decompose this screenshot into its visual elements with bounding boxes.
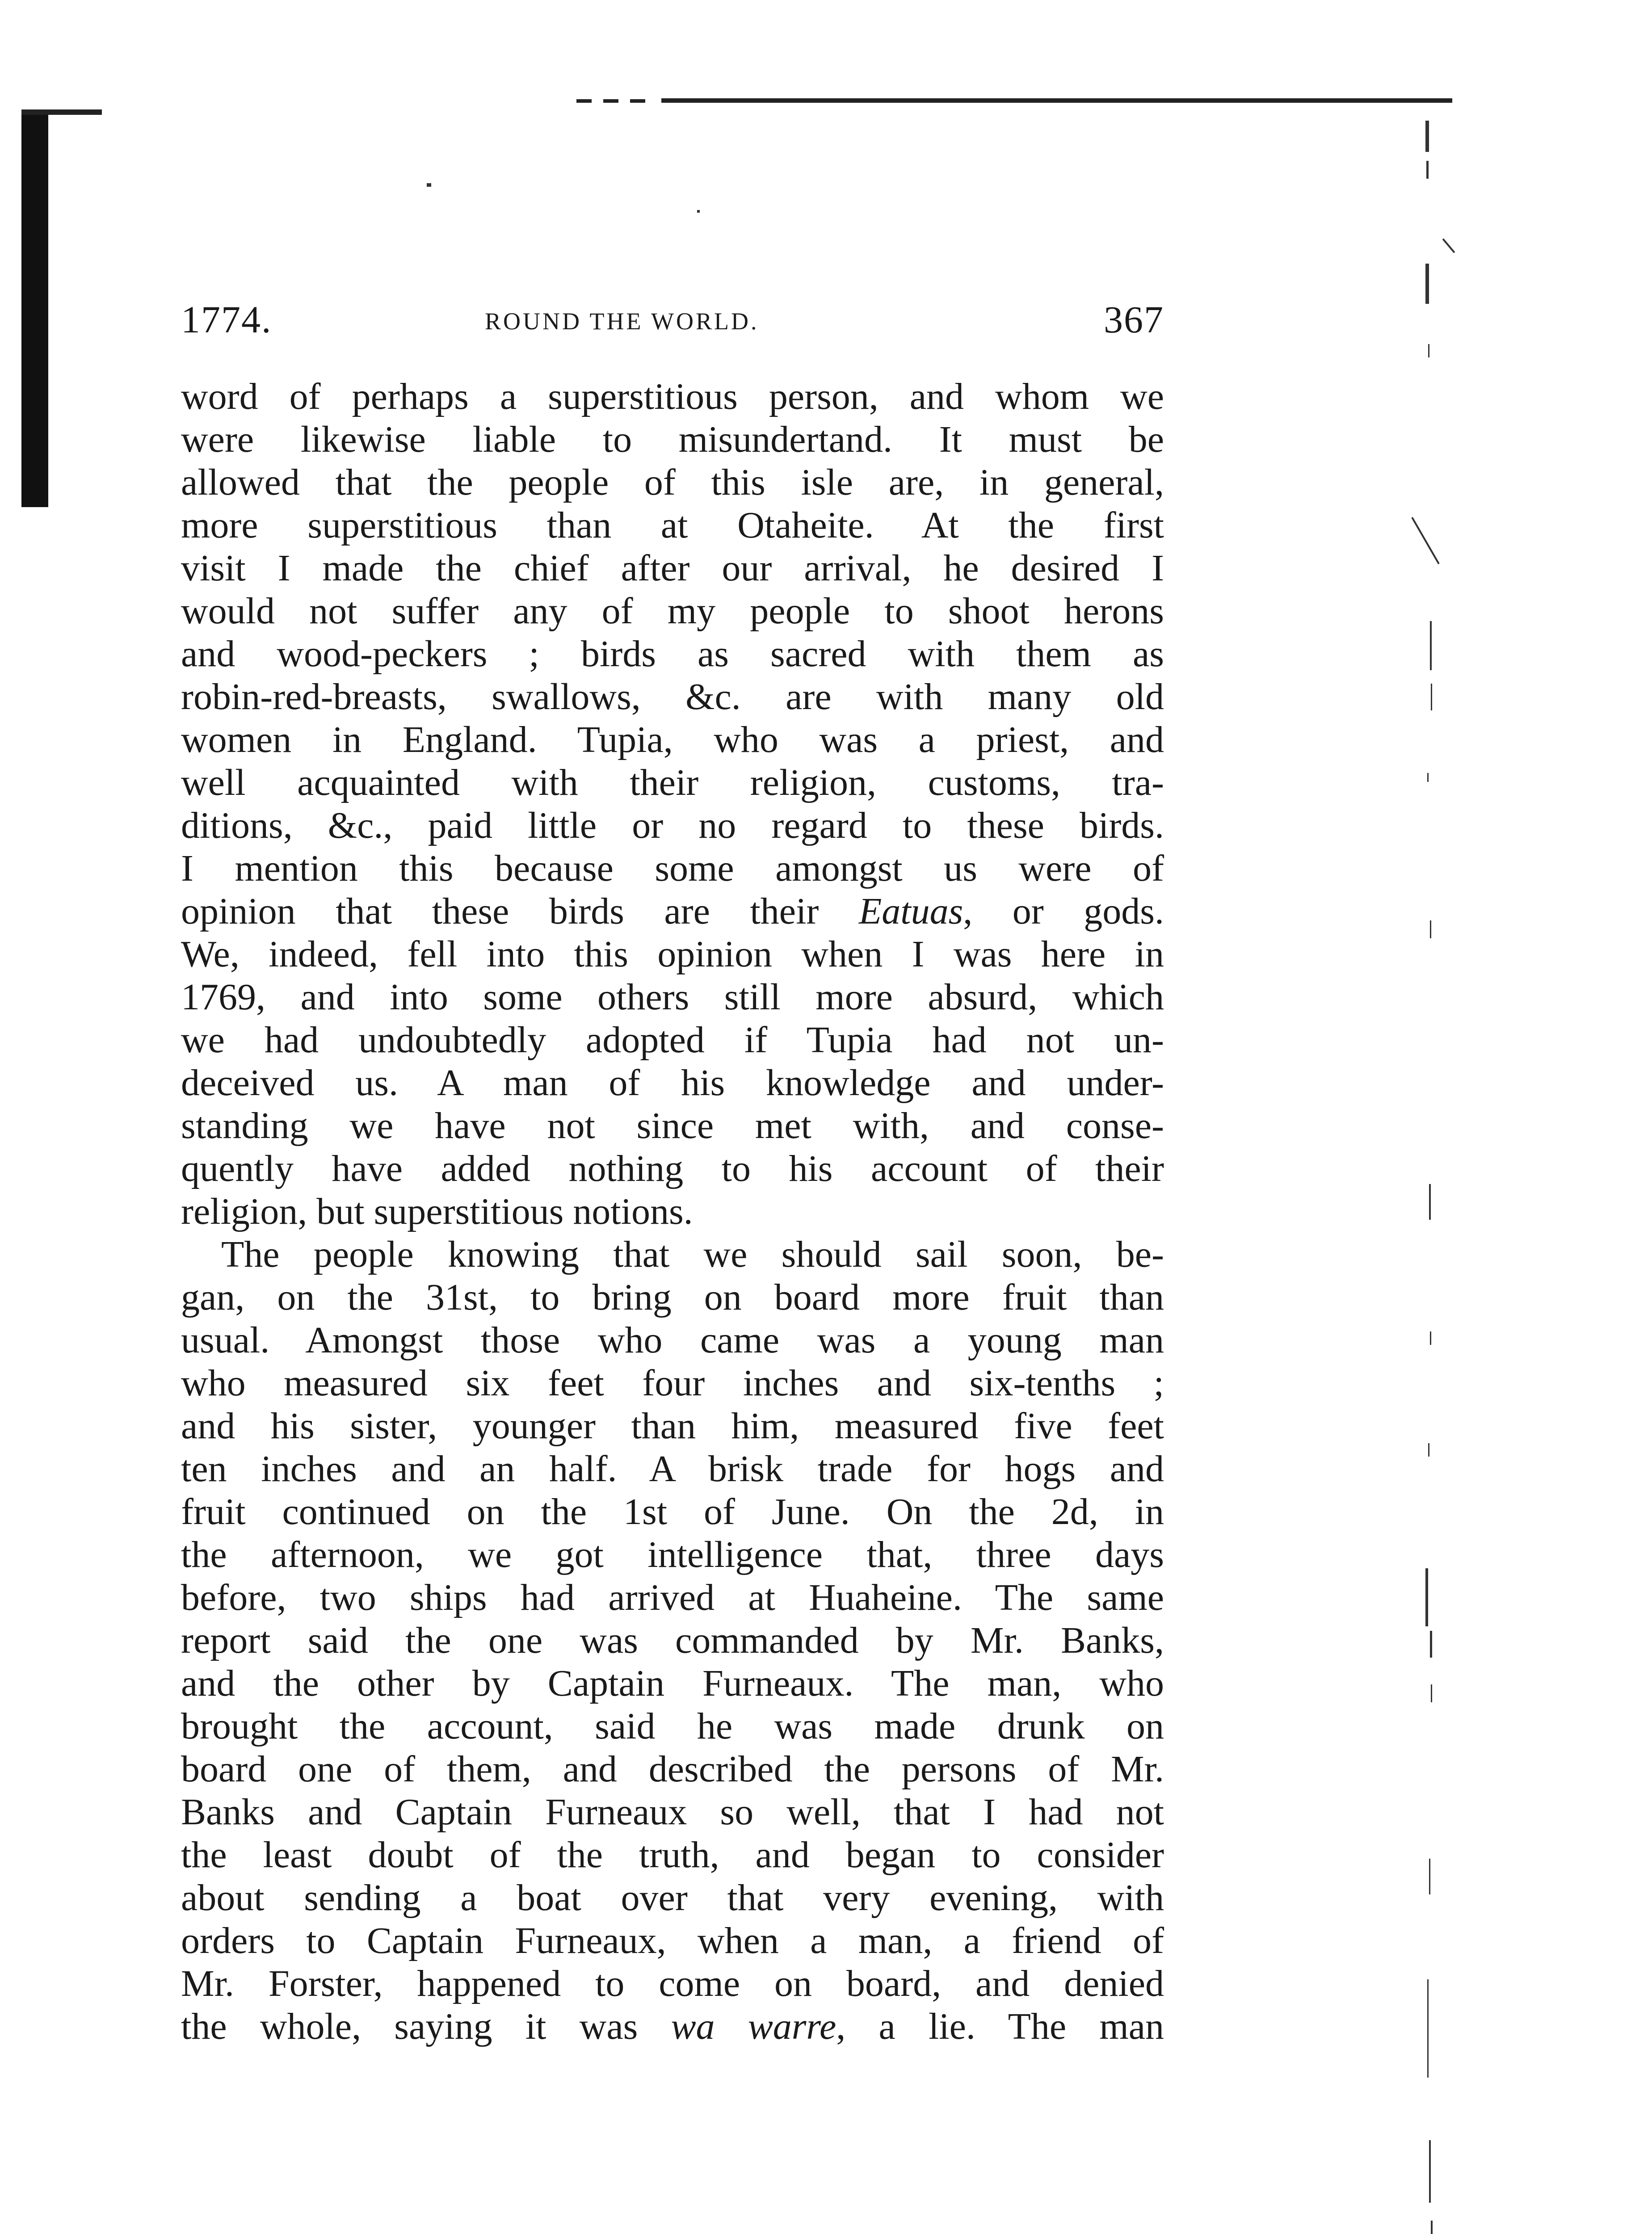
text-line: 1769, and into some others still more absurd, which [181, 976, 1164, 1018]
text-line: well acquainted with their religion, customs, tra- [181, 762, 1164, 803]
top-edge-rule [661, 98, 1452, 103]
text-line: standing we have not since met with, and conse- [181, 1105, 1164, 1146]
text-line: religion, but superstitious notions. [181, 1191, 693, 1232]
italic-word: Eatuas [858, 890, 963, 932]
binding-shadow [21, 109, 48, 507]
text-line: report said the one was commanded by Mr. Banks, [181, 1620, 1164, 1661]
text-line: The people knowing that we should sail soon, be- [221, 1234, 1164, 1275]
text-line: robin-red-breasts, swallows, &c. are with many old [181, 676, 1164, 718]
text-line: women in England. Tupia, who was a priest, and [181, 719, 1164, 760]
text-line: I mention this because some amongst us were of [181, 848, 1164, 889]
text-line: gan, on the 31st, to bring on board more fruit than [181, 1277, 1164, 1318]
paragraph-2 [181, 1233, 1164, 2048]
text-line: quently have added nothing to his account of their [181, 1148, 1164, 1189]
text-line: and the other by Captain Furneaux. The man, who [181, 1663, 1164, 1704]
text-line: about sending a boat over that very evening, with [181, 1877, 1164, 1919]
text-line: the afternoon, we got intelligence that, three days [181, 1534, 1164, 1575]
text-line: word of perhaps a superstitious person, and whom we [181, 376, 1164, 417]
text-line: allowed that the people of this isle are, in general, [181, 462, 1164, 503]
paragraph-1 [181, 375, 1164, 1233]
text-line: and wood-peckers ; birds as sacred with them as [181, 633, 1164, 675]
text-line: fruit continued on the 1st of June. On the 2d, in [181, 1491, 1164, 1533]
text-line: usual. Amongst those who came was a young man [181, 1319, 1164, 1361]
text-line: board one of them, and described the persons of Mr. [181, 1748, 1164, 1790]
text-line: before, two ships had arrived at Huaheine. The same [181, 1577, 1164, 1618]
text-line: Mr. Forster, happened to come on board, and denied [181, 1963, 1164, 2004]
page-number: 367 [1104, 298, 1164, 341]
binding-shadow-cap [21, 109, 102, 115]
text-line: We, indeed, fell into this opinion when I was here in [181, 933, 1164, 975]
text-line: orders to Captain Furneaux, when a man, a friend of [181, 1920, 1164, 1961]
text-line: ditions, &c., paid little or no regard to these birds. [181, 805, 1164, 846]
text-line: we had undoubtedly adopted if Tupia had not un- [181, 1019, 1164, 1061]
scan-speck [697, 210, 700, 213]
text-line: who measured six feet four inches and six-tenths ; [181, 1362, 1164, 1404]
scan-dash [603, 99, 618, 103]
text-line: brought the account, said he was made drunk on [181, 1705, 1164, 1747]
page-edge-marks [1421, 103, 1461, 2234]
text-line: would not suffer any of my people to shoot herons [181, 590, 1164, 632]
body-text [181, 375, 1164, 2048]
running-head-title: ROUND THE WORLD. [485, 308, 759, 335]
text-line: the whole, saying it was wa warre, a lie. The man [181, 2006, 1164, 2047]
text-line: were likewise liable to misundertand. It must be [181, 419, 1164, 460]
text-line: visit I made the chief after our arrival, he desired I [181, 547, 1164, 589]
running-head [181, 295, 1164, 344]
text-line: more superstitious than at Otaheite. At the first [181, 504, 1164, 546]
text-line: ten inches and an half. A brisk trade for hogs and [181, 1448, 1164, 1490]
running-head-year: 1774. [181, 298, 272, 341]
scan-speck [427, 183, 431, 187]
italic-word: wa warre [671, 2006, 837, 2047]
text-line: and his sister, younger than him, measured five feet [181, 1405, 1164, 1447]
scan-dash [630, 99, 645, 103]
text-line: Banks and Captain Furneaux so well, that I had not [181, 1791, 1164, 1833]
scan-dash [576, 99, 592, 103]
text-line: opinion that these birds are their Eatuas, or gods. [181, 890, 1164, 932]
text-line: deceived us. A man of his knowledge and under- [181, 1062, 1164, 1104]
text-line: the least doubt of the truth, and began to consider [181, 1834, 1164, 1876]
